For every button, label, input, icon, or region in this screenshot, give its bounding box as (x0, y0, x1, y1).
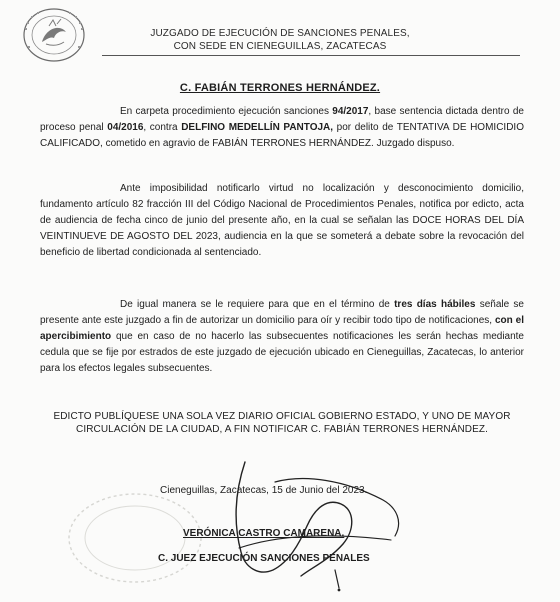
court-header (150, 27, 410, 53)
paragraph-requirement: De igual manera se le requiere para que en el término de tres días hábiles señale se presente ante este juzgado a fin de autorizar un domicilio para oír y recibir todo tipo de notificaciones, con el apercibimiento que en caso de no hacerlo las subsecuentes notificaciones les serán hechas mediante cedula que se fije por estrados de este juzgado de ejecución ubicado en Cieneguillas, Zacatecas, lo anterior para los efectos legales subsecuentes. (40, 299, 524, 374)
place-and-date: Cieneguillas, Zacatecas, 15 de Junio del 2023. (160, 485, 368, 496)
paragraph-hearing-notice: Ante imposibilidad notificarlo virtud no localización y desconocimiento domicilio, fundamento artículo 82 fracción III del Código Nacional de Procedimientos Penales, notifica por edicto, acta de audiencia de fecha cinco de junio del presente año, en la cual se señalan las DOCE HORAS DEL DÍA VEINTINUEVE DE AGOSTO DEL 2023, audiencia en la que se someterá a debate sobre la revocación del beneficio de libertad condicionada al sentenciado. (40, 183, 524, 258)
handwritten-signature (215, 452, 415, 592)
signer-title: C. JUEZ EJECUCIÓN SANCIONES PENALES (158, 553, 370, 564)
signer-name: VERÓNICA CASTRO CAMARENA. (183, 528, 345, 539)
header-divider (102, 55, 520, 56)
paragraph-case-details: En carpeta procedimiento ejecución sanciones 94/2017, base sentencia dictada dentro de proceso penal 04/2016, contra DELFINO MEDELLÍN PANTOJA, por delito de TENTATIVA DE HOMICIDIO CALIFICADO, cometido en agravio de FABIÁN TERRONES HERNÁNDEZ. Juzgado dispuso. (40, 106, 524, 149)
addressee-name: C. FABIÁN TERRONES HERNÁNDEZ. (179, 82, 381, 94)
coat-of-arms-seal-icon (16, 6, 92, 64)
edict-publication-order: EDICTO PUBLÍQUESE UNA SOLA VEZ DIARIO OFICIAL GOBIERNO ESTADO, Y UNO DE MAYOR CIRCULACIÓN DE LA CIUDAD, A FIN NOTIFICAR C. FABIÁN TERRONES HERNÁNDEZ. (53, 411, 511, 435)
header-line-1: JUZGADO DE EJECUCIÓN DE SANCIONES PENALES, (150, 28, 410, 39)
header-line-2: CON SEDE EN CIENEGUILLAS, ZACATECAS (173, 41, 387, 52)
